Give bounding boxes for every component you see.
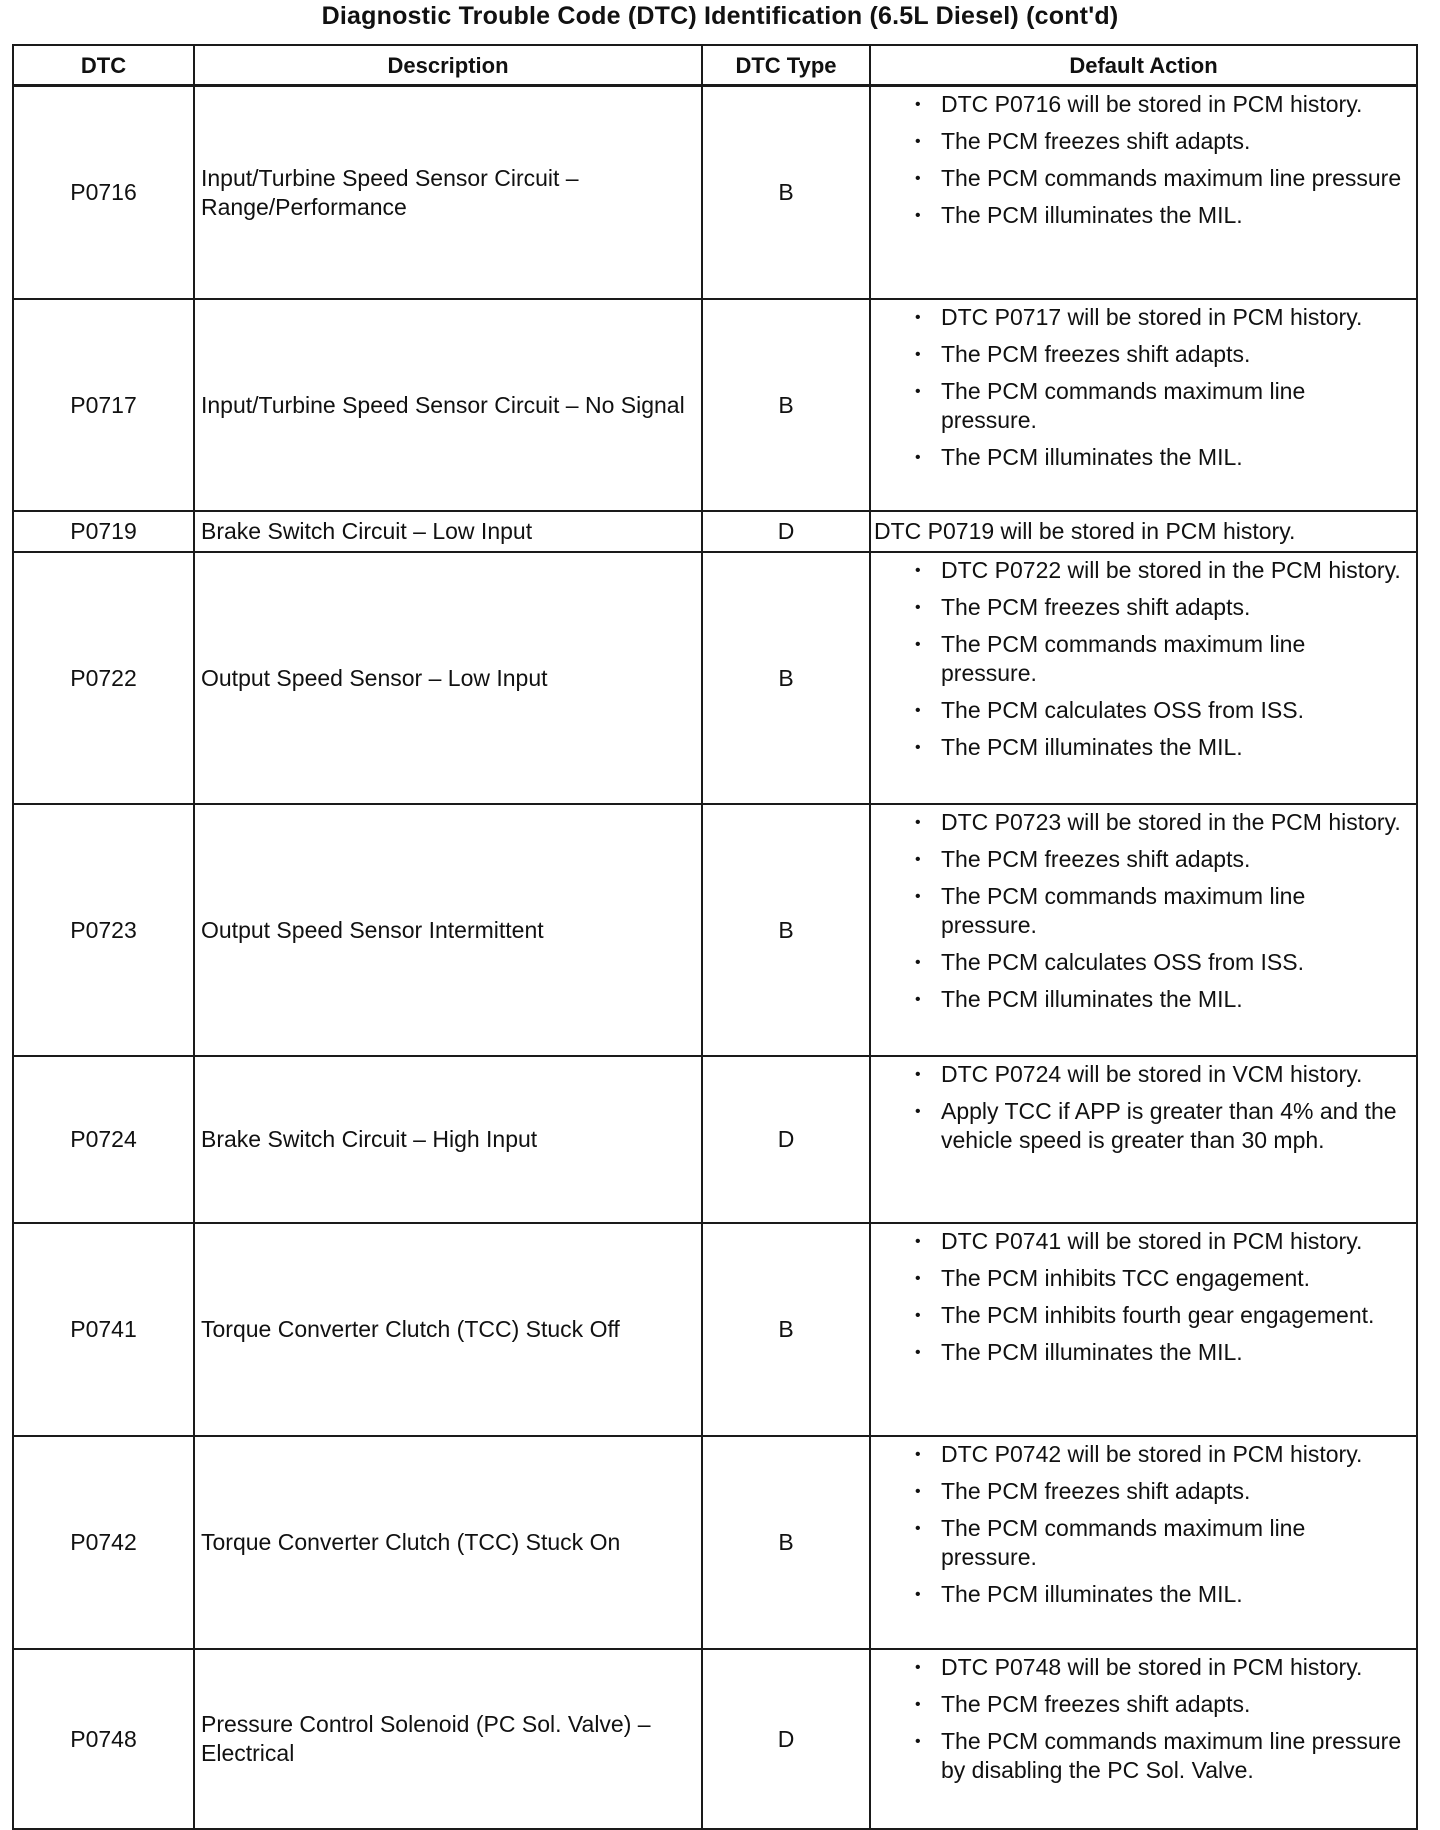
- action-item: • The PCM commands maximum line pressure: [875, 164, 1406, 193]
- action-item: • The PCM inhibits TCC engagement.: [875, 1264, 1406, 1293]
- dtc-description: Brake Switch Circuit – Low Input: [194, 511, 702, 552]
- action-item: • The PCM illuminates the MIL.: [875, 733, 1406, 762]
- action-item: • DTC P0722 will be stored in the PCM history.: [875, 556, 1406, 585]
- action-list: [875, 90, 1406, 230]
- table-row: [13, 1223, 1417, 1436]
- action-item: • The PCM inhibits fourth gear engagement.: [875, 1301, 1406, 1330]
- action-list: [875, 303, 1406, 472]
- dtc-type: B: [702, 299, 870, 511]
- dtc-code: P0722: [13, 552, 194, 804]
- action-list: [875, 1227, 1406, 1367]
- action-item: • DTC P0717 will be stored in PCM history.: [875, 303, 1406, 332]
- action-item: • The PCM freezes shift adapts.: [875, 1690, 1406, 1719]
- default-action: [870, 552, 1417, 804]
- header-dtc: DTC: [13, 45, 194, 86]
- dtc-type: B: [702, 1223, 870, 1436]
- action-list: [875, 1440, 1406, 1609]
- action-item: • The PCM freezes shift adapts.: [875, 127, 1406, 156]
- table-row: [13, 1056, 1417, 1223]
- dtc-description: Brake Switch Circuit – High Input: [194, 1056, 702, 1223]
- table-header-row: [13, 45, 1417, 86]
- default-action: [870, 804, 1417, 1056]
- action-item: • DTC P0741 will be stored in PCM history.: [875, 1227, 1406, 1256]
- action-item: • The PCM illuminates the MIL.: [875, 443, 1406, 472]
- table-row: [13, 552, 1417, 804]
- default-action: [870, 1223, 1417, 1436]
- dtc-code: P0748: [13, 1649, 194, 1829]
- action-item: • The PCM illuminates the MIL.: [875, 201, 1406, 230]
- action-item: • The PCM commands maximum line pressure by disabling the PC Sol. Valve.: [875, 1727, 1406, 1785]
- header-description: Description: [194, 45, 702, 86]
- dtc-code: P0723: [13, 804, 194, 1056]
- dtc-type: D: [702, 1056, 870, 1223]
- action-item: • The PCM calculates OSS from ISS.: [875, 948, 1406, 977]
- default-action: [870, 1436, 1417, 1649]
- dtc-type: B: [702, 552, 870, 804]
- action-item: • The PCM calculates OSS from ISS.: [875, 696, 1406, 725]
- action-item: • DTC P0723 will be stored in the PCM history.: [875, 808, 1406, 837]
- action-item: • DTC P0742 will be stored in PCM history.: [875, 1440, 1406, 1469]
- dtc-description: Pressure Control Solenoid (PC Sol. Valve) – Electrical: [194, 1649, 702, 1829]
- action-list: [875, 1060, 1406, 1155]
- dtc-description: Output Speed Sensor Intermittent: [194, 804, 702, 1056]
- dtc-type: D: [702, 1649, 870, 1829]
- action-list: [875, 808, 1406, 1014]
- dtc-type: D: [702, 511, 870, 552]
- table-row: [13, 299, 1417, 511]
- header-default-action: Default Action: [870, 45, 1417, 86]
- dtc-type: B: [702, 1436, 870, 1649]
- action-item: • The PCM freezes shift adapts.: [875, 340, 1406, 369]
- dtc-code: P0716: [13, 86, 194, 300]
- action-item: • The PCM commands maximum line pressure.: [875, 377, 1406, 435]
- default-action: [870, 86, 1417, 300]
- dtc-type: B: [702, 804, 870, 1056]
- table-row: [13, 1436, 1417, 1649]
- dtc-description: Torque Converter Clutch (TCC) Stuck On: [194, 1436, 702, 1649]
- default-action: [870, 1056, 1417, 1223]
- default-action: [870, 511, 1417, 552]
- action-item: • The PCM commands maximum line pressure.: [875, 1514, 1406, 1572]
- action-item: • DTC P0724 will be stored in VCM history.: [875, 1060, 1406, 1089]
- table-row: [13, 1649, 1417, 1829]
- action-item: • DTC P0748 will be stored in PCM history.: [875, 1653, 1406, 1682]
- default-action: [870, 299, 1417, 511]
- table-row: [13, 804, 1417, 1056]
- action-item: • Apply TCC if APP is greater than 4% and the vehicle speed is greater than 30 mph.: [875, 1097, 1406, 1155]
- default-action: [870, 1649, 1417, 1829]
- action-item: • The PCM illuminates the MIL.: [875, 1338, 1406, 1367]
- dtc-code: P0742: [13, 1436, 194, 1649]
- dtc-table: [12, 44, 1418, 1830]
- page-title: Diagnostic Trouble Code (DTC) Identification (6.5L Diesel) (cont'd): [321, 2, 1119, 30]
- dtc-description: Output Speed Sensor – Low Input: [194, 552, 702, 804]
- action-item: • The PCM commands maximum line pressure.: [875, 630, 1406, 688]
- action-item: • The PCM freezes shift adapts.: [875, 845, 1406, 874]
- dtc-description: Input/Turbine Speed Sensor Circuit – Range/Performance: [194, 86, 702, 300]
- action-item: • The PCM commands maximum line pressure.: [875, 882, 1406, 940]
- action-item: • The PCM freezes shift adapts.: [875, 1477, 1406, 1506]
- header-dtc-type: DTC Type: [702, 45, 870, 86]
- dtc-description: Input/Turbine Speed Sensor Circuit – No Signal: [194, 299, 702, 511]
- dtc-type: B: [702, 86, 870, 300]
- action-list: [875, 1653, 1406, 1785]
- dtc-code: P0724: [13, 1056, 194, 1223]
- action-list: [875, 556, 1406, 762]
- action-item: • The PCM illuminates the MIL.: [875, 985, 1406, 1014]
- table-row: [13, 511, 1417, 552]
- action-text: DTC P0719 will be stored in PCM history.: [874, 518, 1296, 544]
- dtc-code: P0741: [13, 1223, 194, 1436]
- action-item: • The PCM freezes shift adapts.: [875, 593, 1406, 622]
- action-item: • The PCM illuminates the MIL.: [875, 1580, 1406, 1609]
- action-item: • DTC P0716 will be stored in PCM history.: [875, 90, 1406, 119]
- table-row: [13, 86, 1417, 300]
- dtc-description: Torque Converter Clutch (TCC) Stuck Off: [194, 1223, 702, 1436]
- dtc-code: P0717: [13, 299, 194, 511]
- dtc-code: P0719: [13, 511, 194, 552]
